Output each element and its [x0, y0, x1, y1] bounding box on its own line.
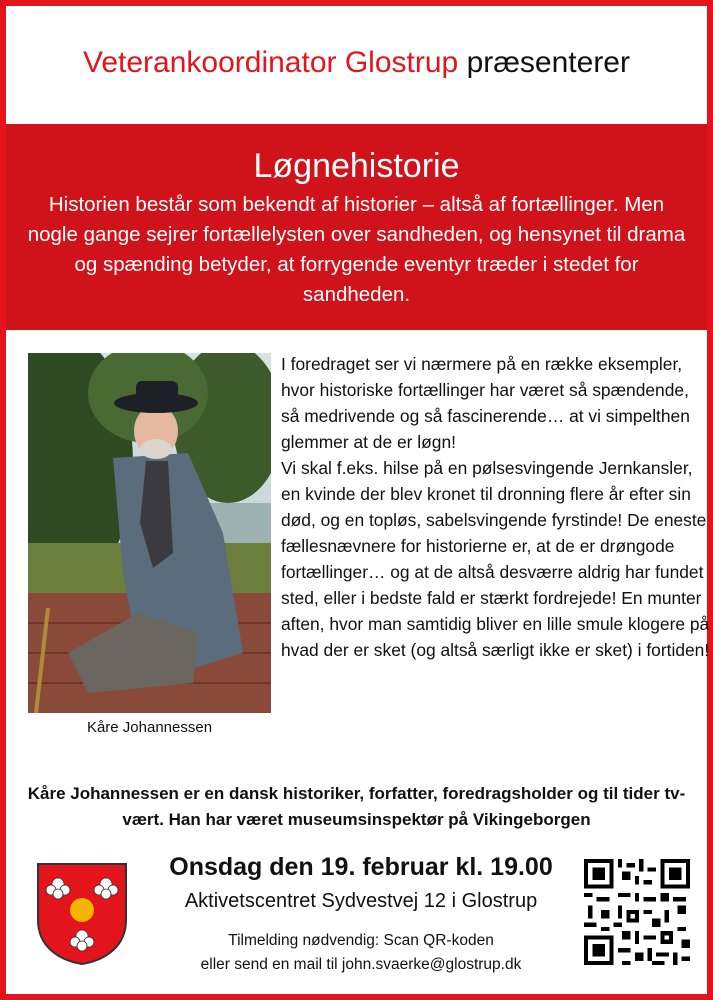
description-paragraph: Vi skal f.eks. hilse på en pølsesvingende Jernkansler, en kvinde der blev kronet til dronning flere år efter sin død, og en topløs, sabelsvingende fyrstinde! De eneste fællesnævnere for historierne er, at de er drøngode fortællinger… og at de altså desværre aldrig har fundet sted, eller i bedste fald er stærkt fordrejede! En munter aften, hvor man samtidig bliver en lille smule klogere på hvad der er sket (og altså særligt ikke er sket) i fortiden! [281, 458, 710, 660]
lecture-intro: Historien består som bekendt af historier – altså af fortællinger. Men nogle gange sejrer fortællelysten over sandheden, og hensynet til drama og spænding betyder, at forrygende eventyr træder i stedet for sandheden. [27, 193, 686, 306]
qr-code-icon[interactable] [584, 859, 690, 965]
speaker-bio: Kåre Johannessen er en dansk historiker, forfatter, foredragsholder og til tider tv-vært. Han har været museumsinspektør på Vikingeborgen [27, 784, 686, 829]
lecture-title: Løgnehistorie [253, 147, 460, 185]
glostrup-coat-of-arms-icon [36, 862, 128, 966]
presenter-line [6, 46, 707, 80]
presents-verb: præsenterer [466, 46, 630, 79]
speaker-photo [28, 353, 271, 713]
event-venue: Aktivetscentret Sydvestvej 12 i Glostrup [184, 890, 538, 912]
registration-email[interactable]: eller send en mail til john.svaerke@glostrup.dk [200, 956, 522, 973]
event-date: Onsdag den 19. februar kl. 19.00 [169, 853, 553, 881]
lecture-description [281, 351, 711, 663]
organizer-name: Veterankoordinator Glostrup [83, 46, 459, 79]
photo-caption: Kåre Johannessen [86, 719, 213, 736]
description-paragraph: I foredraget ser vi nærmere på en række eksempler, hvor historiske fortællinger har været så spændende, så medrivende og så fascinerende… at vi simpelthen glemmer at de er løgn! [281, 354, 690, 452]
title-banner [6, 124, 707, 330]
registration-note: Tilmelding nødvendig: Scan QR-koden [228, 932, 494, 949]
